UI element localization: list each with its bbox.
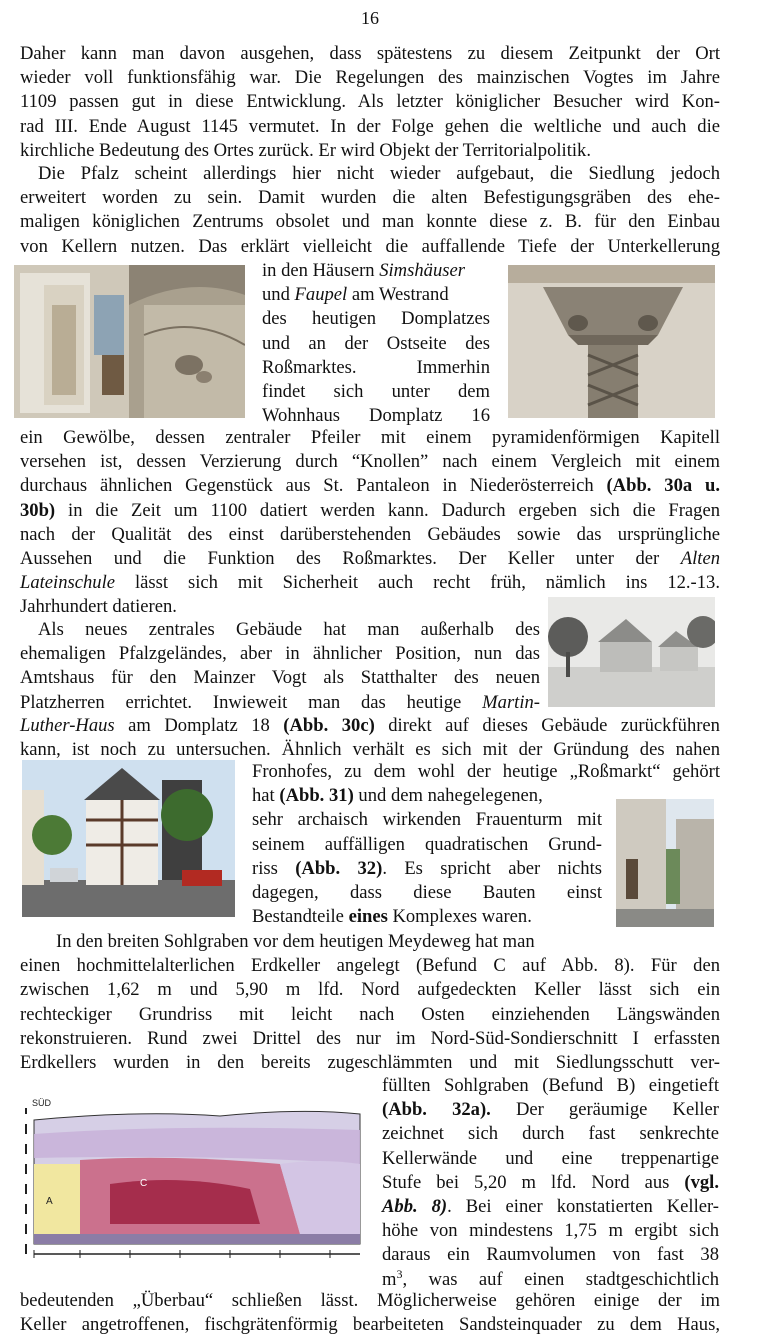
bold-text: (Abb. 30a u. xyxy=(606,475,720,497)
text-line: kann, ist noch zu untersuchen. Ähnlich verhält es sich mit der Gründung des nahen xyxy=(20,739,720,761)
cellar-pillar-photo xyxy=(14,265,245,418)
text: Stufe bei 5,20 m lfd. Nord aus xyxy=(382,1171,685,1193)
text-line: bedeutenden „Überbau“ schließen lässt. Möglicherweise gehören einige der im xyxy=(20,1290,720,1311)
paragraph-1 xyxy=(20,42,720,163)
text-line: Erdkellers wurden in den bereits zugeschlämmten und mit Siedlungsschutt ver- xyxy=(20,1052,720,1074)
text-line: ehemaligen Pfalzgeländes, aber in ähnlicher Position, nun das xyxy=(20,643,540,665)
text-line xyxy=(382,1098,719,1122)
text: und dem nahegelegenen, xyxy=(353,785,543,807)
bold-text: (Abb. 32a). xyxy=(382,1099,491,1121)
bold-text: (Abb. 30c) xyxy=(283,715,375,736)
bold-italic-text: Abb. 8) xyxy=(382,1196,448,1218)
text-line: Fronhofes, zu dem wohl der heutige „Roßmarkt“ gehört xyxy=(252,761,720,782)
text-line: versehen ist, dessen Verzierung durch “Knollen” nach einem Vergleich mit einem xyxy=(20,451,720,473)
text-line xyxy=(252,784,602,808)
text: , was auf einen stadtgeschichtlich xyxy=(402,1268,719,1290)
text-line xyxy=(20,714,720,738)
paragraph-5 xyxy=(20,930,720,1075)
text: direkt auf dieses Gebäude zurückführen xyxy=(374,715,720,736)
text-line: Amtshaus für den Mainzer Vogt als Statthalter des neuen xyxy=(20,667,540,689)
text-line xyxy=(20,474,720,498)
paragraph-3 xyxy=(20,426,720,620)
paragraph-4-continued xyxy=(20,714,720,762)
section-label-c: C xyxy=(140,1178,148,1189)
wrapped-text-3 xyxy=(382,1074,719,1292)
italic-text: Luther-Haus xyxy=(20,715,115,736)
text-line: von Kellern nutzen. Das erklärt vielleicht die auffallende Tiefe der Unterkellerung xyxy=(20,235,720,257)
text-line xyxy=(20,547,720,571)
text-line: rechteckiger Grundriss mit leicht nach Osten einziehenden Längswänden xyxy=(20,1003,720,1025)
text-line xyxy=(382,1195,719,1219)
text: Platzherren errichtet. Inwieweit man das heutige xyxy=(20,691,483,713)
text: in den Häusern xyxy=(262,260,380,281)
text-line: höhe von mindestens 1,75 m ergibt sich xyxy=(382,1220,719,1242)
text-line: ein Gewölbe, dessen zentraler Pfeiler mit einem pyramidenförmigen Kapitell xyxy=(20,427,720,448)
text-line: wieder voll funktionsfähig war. Die Regelungen des mainzischen Vogtes im Jahre xyxy=(20,67,720,89)
text: Bestandteile xyxy=(252,906,349,928)
superscript: 3 xyxy=(396,1266,403,1281)
text: und xyxy=(262,284,295,306)
text-line: rad III. Ende August 1145 vermutet. In der Folge gehen die weltliche und auch die xyxy=(20,115,720,137)
text-line: Kellerwände und eine treppenartige xyxy=(382,1147,719,1169)
wrapped-text-2 xyxy=(252,760,720,929)
paragraph-2 xyxy=(20,162,720,259)
text-line: findet sich unter dem xyxy=(262,381,490,403)
text-line xyxy=(20,691,540,715)
italic-text: Faupel xyxy=(294,284,348,306)
cellar-section-drawing xyxy=(20,1094,372,1266)
text-line xyxy=(382,1171,719,1195)
text-line: Wohnhaus Domplatz 16 xyxy=(262,405,490,427)
text-line: In den breiten Sohlgraben vor dem heutigen Meydeweg hat man xyxy=(56,931,535,952)
text: lässt sich mit Sicherheit auch recht früh, nämlich ins 12.-13. xyxy=(115,572,720,594)
text: am Westrand xyxy=(347,284,449,306)
capital-photo xyxy=(508,265,715,418)
text: Aussehen und die Funktion des Roßmarktes. Der Keller unter der xyxy=(20,548,681,570)
text-line xyxy=(20,571,720,595)
page-number: 16 xyxy=(361,8,379,28)
text-line: kirchliche Bedeutung des Ortes zurück. Er wird Objekt der Territorialpolitik. xyxy=(20,139,591,161)
text-line: nach der Qualität des einst darüberstehenden Gebäudes sowie das ursprüngliche xyxy=(20,523,720,545)
text: . Es spricht aber nichts xyxy=(382,857,603,879)
text-line xyxy=(252,857,602,881)
text-line xyxy=(20,499,720,523)
italic-text: Simshäuser xyxy=(379,260,465,281)
text: hat xyxy=(252,785,280,807)
text-line: Als neues zentrales Gebäude hat man außerhalb des xyxy=(38,619,540,640)
bold-text: eines xyxy=(348,906,388,928)
bold-text: (vgl. xyxy=(684,1171,719,1193)
text: Der geräumige Keller xyxy=(490,1099,719,1121)
paragraph-4 xyxy=(20,618,540,715)
text-line: zeichnet sich durch fast senkrechte xyxy=(382,1123,719,1145)
italic-text: Alten xyxy=(680,548,720,570)
rossmarkt-photo xyxy=(22,760,235,917)
italic-text: Martin- xyxy=(482,691,540,713)
italic-text: Lateinschule xyxy=(20,572,116,594)
text-line: seinem auffälligen quadratischen Grund- xyxy=(252,833,602,855)
wrapped-text-1 xyxy=(262,259,490,428)
text: riss xyxy=(252,857,296,879)
text-line: füllten Sohlgraben (Befund B) eingetieft xyxy=(382,1075,719,1096)
paragraph-6 xyxy=(20,1289,720,1337)
text-line: des heutigen Domplatzes xyxy=(262,308,490,330)
text-line: dagegen, dass diese Bauten einst xyxy=(252,882,602,904)
text-line: einen hochmittelalterlichen Erdkeller angelegt (Befund C auf Abb. 8). Für den xyxy=(20,955,720,977)
text-line: Keller angetroffenen, fischgrätenförmig bearbeiteten Sandsteinquader zu dem Haus, xyxy=(20,1314,720,1336)
text-line: Roßmarktes. Immerhin xyxy=(262,356,490,378)
frauenturm-photo xyxy=(616,799,714,927)
text-line: sehr archaisch wirkenden Frauenturm mit xyxy=(252,809,602,831)
text-line xyxy=(252,905,602,929)
text: . Bei einer konstatierten Keller- xyxy=(447,1196,719,1218)
text: Komplexes waren. xyxy=(387,906,532,928)
text-line: erweitert worden zu sein. Damit wurden die alten Befestigungsgräben des ehe- xyxy=(20,187,720,209)
text-line: Jahrhundert datieren. xyxy=(20,596,177,618)
text: m xyxy=(382,1268,397,1290)
martin-luther-haus-photo xyxy=(548,597,715,707)
text-line xyxy=(262,283,490,307)
text-line: daraus ein Raumvolumen von fast 38 xyxy=(382,1244,719,1266)
text-line: maligen königlichen Zentrums obsolet und man konnte diese z. B. für den Einbau xyxy=(20,211,720,233)
bold-text: (Abb. 31) xyxy=(279,785,354,807)
text-line: Die Pfalz scheint allerdings hier nicht wieder aufgebaut, die Siedlung jedoch xyxy=(38,163,720,184)
text: durchaus ähnlichen Gegenstück aus St. Pantaleon in Niederösterreich xyxy=(20,475,607,497)
text-line xyxy=(262,259,490,283)
text-line: 1109 passen gut in diese Entwicklung. Als letzter königlicher Besucher wird Kon- xyxy=(20,91,720,113)
text: in die Zeit um 1100 datiert werden kann. Dadurch ergeben sich die Fragen xyxy=(55,499,720,521)
text: am Domplatz 18 xyxy=(114,715,284,736)
bold-text: 30b) xyxy=(20,499,56,521)
text-line: zwischen 1,62 m und 5,90 m lfd. Nord aufgedeckten Keller lässt sich ein xyxy=(20,979,720,1001)
text-line: rekonstruieren. Rund zwei Drittel des nur im Nord-Süd-Sondierschnitt I erfassten xyxy=(20,1027,720,1049)
bold-text: (Abb. 32) xyxy=(295,857,383,879)
text-line: und an der Ostseite des xyxy=(262,332,490,354)
text-line: Daher kann man davon ausgehen, dass spätestens zu diesem Zeitpunkt der Ort xyxy=(20,43,720,64)
section-label-sued: SÜD xyxy=(32,1098,52,1108)
section-label-a: A xyxy=(46,1196,53,1207)
